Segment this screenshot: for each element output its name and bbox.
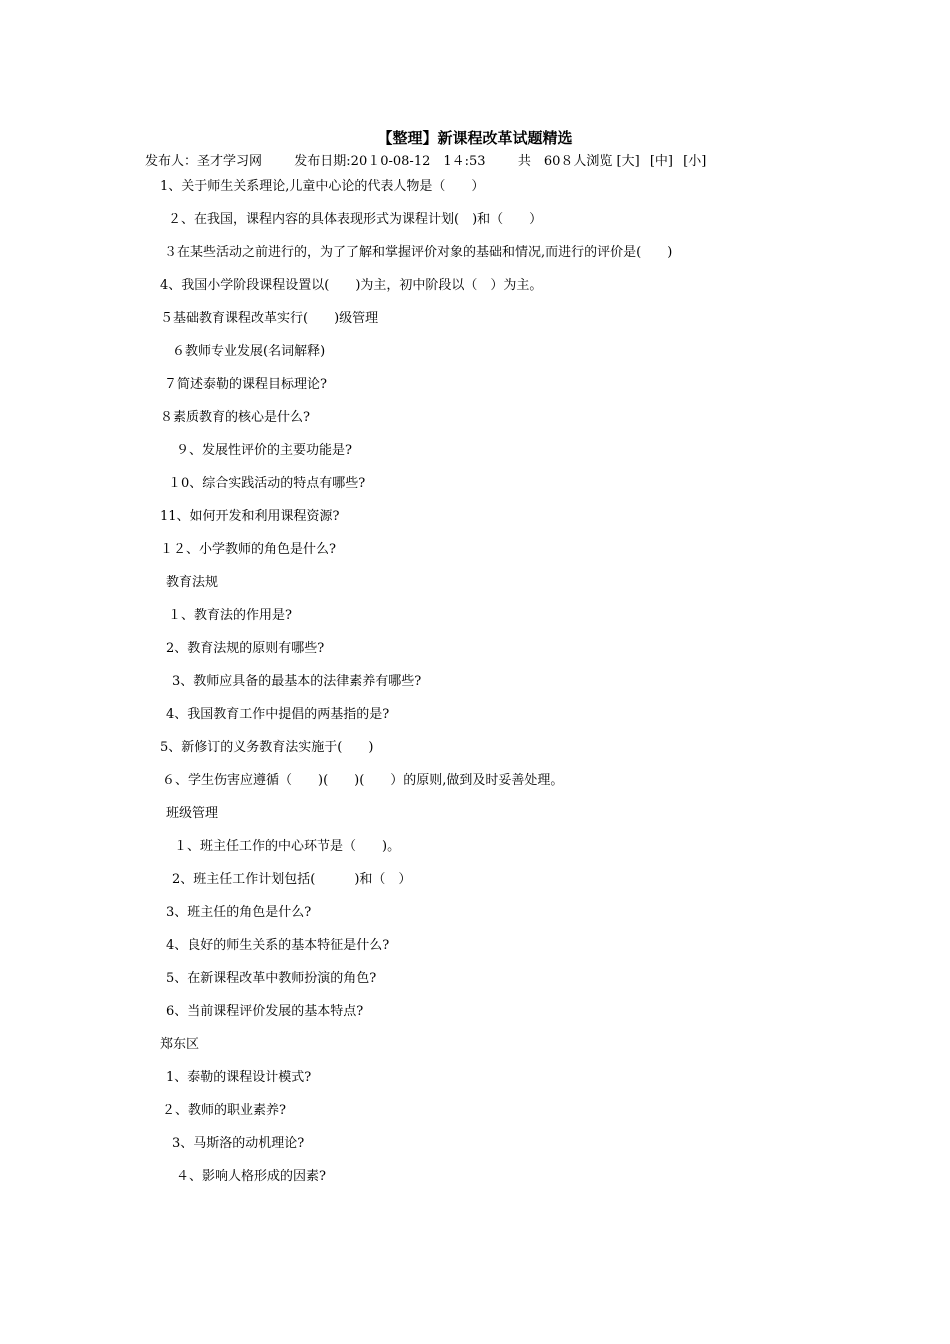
question-line: ６教师专业发展(名词解释): [172, 344, 326, 359]
question-line: 3、班主任的角色是什么?: [166, 905, 312, 920]
question-line: 1、关于师生关系理论,儿童中心论的代表人物是（ ）: [160, 179, 485, 194]
view-count: 共 60８人浏览: [517, 154, 613, 169]
section-heading: 班级管理: [166, 806, 219, 821]
question-line: １２、小学教师的角色是什么?: [160, 542, 336, 557]
question-line: １、教育法的作用是?: [168, 608, 292, 623]
article-title: 【整理】新课程改革试题精选: [377, 129, 573, 147]
question-line: ８素质教育的核心是什么?: [160, 410, 310, 425]
font-size-medium-link[interactable]: [中]: [649, 154, 673, 169]
question-line: 4、良好的师生关系的基本特征是什么?: [166, 938, 390, 953]
question-line: 3、教师应具备的最基本的法律素养有哪些?: [172, 674, 422, 689]
question-line: ６、学生伤害应遵循（ )( )( ）的原则,做到及时妥善处理。: [162, 773, 564, 788]
question-line: 3、马斯洛的动机理论?: [172, 1136, 305, 1151]
publisher-label: 发布人：圣才学习网: [145, 154, 263, 169]
question-line: 11、如何开发和利用课程资源?: [160, 509, 340, 524]
section-heading: 郑东区: [160, 1037, 200, 1052]
question-line: 4、我国小学阶段课程设置以( )为主，初中阶段以（ ）为主。: [160, 278, 543, 293]
question-line: 1、泰勒的课程设计模式?: [166, 1070, 312, 1085]
publish-date: 发布日期:20１0-08-12 1４:53: [294, 154, 486, 169]
question-line: 2、班主任工作计划包括( )和（ ）: [172, 872, 412, 887]
font-size-small-link[interactable]: [小]: [683, 154, 707, 169]
article-meta: [145, 153, 825, 171]
question-line: 5、新修订的义务教育法实施于( ): [160, 740, 374, 755]
question-line: ４、影响人格形成的因素?: [176, 1169, 326, 1184]
question-line: ２、在我国，课程内容的具体表现形式为课程计划( )和（ ）: [168, 212, 543, 227]
question-line: ５基础教育课程改革实行( )级管理: [160, 311, 379, 326]
question-line: ３在某些活动之前进行的，为了了解和掌握评价对象的基础和情况,而进行的评价是( ): [164, 245, 673, 260]
question-line: １0、综合实践活动的特点有哪些?: [168, 476, 366, 491]
question-line: 4、我国教育工作中提倡的两基指的是?: [166, 707, 390, 722]
question-line: ２、教师的职业素养?: [162, 1103, 286, 1118]
section-heading: 教育法规: [166, 575, 219, 590]
font-size-large-link[interactable]: [大]: [616, 154, 640, 169]
question-line: 5、在新课程改革中教师扮演的角色?: [166, 971, 377, 986]
question-line: 6、当前课程评价发展的基本特点?: [166, 1004, 364, 1019]
question-line: １、班主任工作的中心环节是（ )。: [174, 839, 401, 854]
question-line: ７简述泰勒的课程目标理论?: [164, 377, 327, 392]
question-line: 2、教育法规的原则有哪些?: [166, 641, 325, 656]
question-line: ９、发展性评价的主要功能是?: [176, 443, 352, 458]
